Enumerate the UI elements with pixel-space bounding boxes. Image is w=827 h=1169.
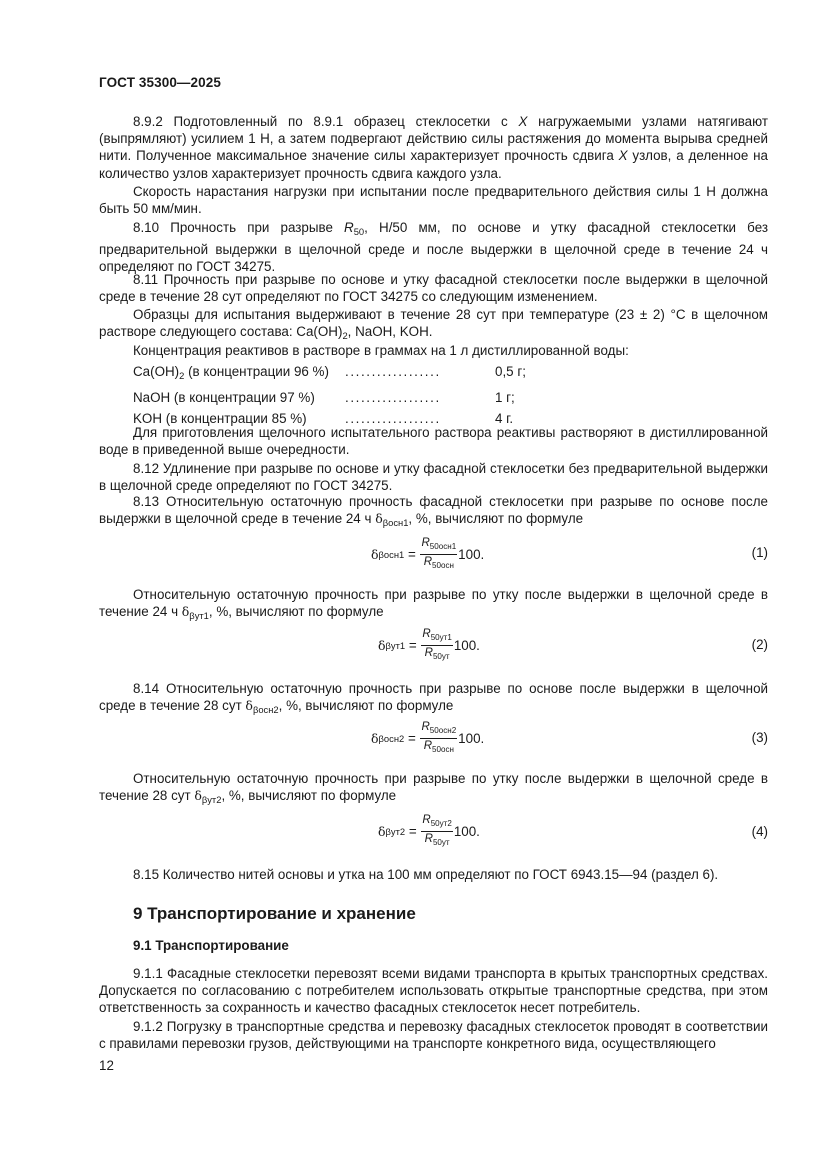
reagent-amount: 4 г. xyxy=(495,411,514,426)
text: Относительную остаточную прочность при разрыве по утку после выдержки в щелочной среде в течение 24 ч xyxy=(99,587,768,620)
leader-dots: .................. xyxy=(345,390,441,405)
subscript: βосн2 xyxy=(378,733,405,744)
paragraph-8-10 xyxy=(99,219,768,276)
paragraph-weft-24h xyxy=(99,586,768,625)
delta-symbol: δ xyxy=(371,731,379,746)
subscript: βут1 xyxy=(189,611,209,622)
text: , Н/50 мм, по основе и утку фасадной стеклосетки без предварительной выдержки в щелочной среде и после выдержки в щелочной среде в течение 24 ч определяют по ГОСТ 34275. xyxy=(99,220,768,275)
paragraph-8-15: 8.15 Количество нитей основы и утка на 100 мм определяют по ГОСТ 6943.15—94 (раздел 6). xyxy=(133,867,719,882)
section-9-1-heading: 9.1 Транспортирование xyxy=(133,938,289,953)
delta-symbol: δ xyxy=(378,824,386,839)
delta-symbol: δ xyxy=(245,698,253,714)
reagent-list xyxy=(133,361,555,429)
delta-symbol: δ xyxy=(371,547,379,562)
subscript: 2 xyxy=(342,331,348,342)
subscript: βосн1 xyxy=(378,549,405,560)
fraction xyxy=(421,814,452,849)
subscript: βут2 xyxy=(201,795,222,806)
fraction xyxy=(421,628,452,663)
denominator: $R_{50ут}$ xyxy=(424,833,450,847)
denominator: $R_{50осн}$ xyxy=(423,740,454,754)
subscript: βут2 xyxy=(385,826,406,837)
numerator: $R_{50осн1}$ xyxy=(420,537,457,555)
paragraph-concentration: Концентрация реактивов в растворе в граммах на 1 л дистиллированной воды: xyxy=(133,343,629,358)
paragraph-weft-28d xyxy=(99,770,768,809)
numerator: $R_{50ут1}$ xyxy=(421,628,452,646)
reagent-amount: 0,5 г; xyxy=(495,364,526,379)
paragraph-8-13 xyxy=(99,493,768,532)
subscript: βут1 xyxy=(385,640,406,651)
denominator: $R_{50осн}$ xyxy=(423,556,454,570)
numerator: $R_{50осн2}$ xyxy=(420,721,457,739)
fraction xyxy=(420,537,457,572)
multiplier: 100. xyxy=(453,638,480,653)
delta-symbol: δ xyxy=(378,638,386,653)
numerator: $R_{50ут2}$ xyxy=(421,814,452,832)
subscript: βосн1 xyxy=(382,518,409,529)
equation-number: (4) xyxy=(751,824,768,839)
text: , %, вычисляют по формуле xyxy=(221,788,397,804)
paragraph-9-1-2: 9.1.2 Погрузку в транспортные средства и перевозку фасадных стеклосеток проводят в соответствии с правилами перевозки грузов, действующими на транспорте конкретного вида, осуществляющего xyxy=(99,1019,768,1052)
paragraph-8-11: 8.11 Прочность при разрыве по основе и утку фасадной стеклосетки после выдержки в щелочной среде в течение 28 сут определяют по ГОСТ 34275 со следующим изменением. xyxy=(99,272,768,305)
formula-2 xyxy=(378,628,480,663)
var-x: X xyxy=(518,114,528,129)
text: Относительную остаточную прочность при разрыве по утку после выдержки в щелочной среде в течение 28 сут xyxy=(99,771,768,804)
reagent-name: $Ca(OH)_2$ (в концентрации 96 %) xyxy=(133,364,329,381)
paragraph-preparation: Для приготовления щелочного испытательного раствора реактивы растворяют в дистиллированной воде в приведенной выше очередности. xyxy=(99,425,768,458)
section-9-heading: 9 Транспортирование и хранение xyxy=(133,904,416,923)
reagent-row xyxy=(133,387,555,408)
equals-sign: = xyxy=(404,731,420,746)
paragraph-9-1-1: 9.1.1 Фасадные стеклосетки перевозят всеми видами транспорта в крытых транспортных средствах. Допускается по согласованию с потребителем использовать открытые транспортные средства, при этом ответственность за сохранность и качество фасадных стеклосеток несет потребитель. xyxy=(99,966,768,1016)
delta-symbol: δ xyxy=(181,604,190,620)
text: узлов, а деленное на количество узлов характеризует прочность сдвига каждого узла. xyxy=(99,148,768,181)
fraction xyxy=(420,721,457,756)
equals-sign: = xyxy=(405,824,421,839)
equation-number: (3) xyxy=(751,730,768,745)
var-x: X xyxy=(618,148,628,164)
equals-sign: = xyxy=(404,547,420,562)
equation-number: (1) xyxy=(751,545,768,560)
paragraph-speed: Скорость нарастания нагрузки при испытании после предварительного действия силы 1 Н должна быть 50 мм/мин. xyxy=(99,184,768,217)
text: 8.13 Относительную остаточную прочность фасадной стеклосетки при разрыве по основе после выдержки в щелочной среде в течение 24 ч xyxy=(99,494,768,527)
formula-4 xyxy=(378,814,480,849)
paragraph-8-14 xyxy=(99,680,768,719)
delta-symbol: δ xyxy=(194,788,202,804)
reagent-name: KOH (в концентрации 85 %) xyxy=(133,411,307,426)
subscript: βосн2 xyxy=(252,705,279,716)
paragraph-samples xyxy=(99,306,768,345)
delta-symbol: δ xyxy=(375,511,383,527)
text: , %, вычисляют по формуле xyxy=(408,511,584,527)
equals-sign: = xyxy=(405,638,421,653)
multiplier: 100. xyxy=(458,731,485,746)
var-r: R xyxy=(344,220,354,235)
page-number: 12 xyxy=(99,1058,114,1073)
text: 8.10 Прочность при разрыве xyxy=(133,220,345,235)
denominator: $R_{50ут}$ xyxy=(424,647,450,661)
multiplier: 100. xyxy=(453,824,480,839)
text: Образцы для испытания выдерживают в течение 28 сут при температуре (23 ± 2) °С в щелочном растворе следующего состава: Ca(OH) xyxy=(99,307,768,340)
reagent-row xyxy=(133,361,555,387)
text: 8.14 Относительную остаточную прочность при разрыве по основе после выдержки в щелочной среде в течение 28 сут xyxy=(99,681,768,714)
text: , %, вычисляют по формуле xyxy=(208,604,384,620)
formula-3 xyxy=(371,721,484,756)
equation-number: (2) xyxy=(751,637,768,652)
multiplier: 100. xyxy=(458,547,485,562)
leader-dots: .................. xyxy=(345,411,441,426)
formula-1 xyxy=(371,537,484,572)
reagent-name: NaOH (в концентрации 97 %) xyxy=(133,390,315,405)
text: , %, вычисляют по формуле xyxy=(278,698,454,714)
text: нагружаемыми узлами натягивают (выпрямляют) усилием 1 Н, а затем подвергают действию силы растяжения до момента вырыва средней нити. Полученное максимальное значение силы характеризует прочность сдвига xyxy=(99,114,769,164)
text: 8.9.2 Подготовленный по 8.9.1 образец стеклосетки с xyxy=(133,114,519,129)
document-header: ГОСТ 35300—2025 xyxy=(99,75,221,90)
paragraph-8-9-2 xyxy=(99,113,768,182)
paragraph-8-12: 8.12 Удлинение при разрыве по основе и утку фасадной стеклосетки без предварительной выдержки в щелочной среде определяют по ГОСТ 34275. xyxy=(99,461,768,494)
subscript: 50 xyxy=(353,227,365,237)
leader-dots: .................. xyxy=(345,364,441,379)
reagent-amount: 1 г; xyxy=(495,390,515,405)
text: , NaOH, KOH. xyxy=(347,324,433,340)
